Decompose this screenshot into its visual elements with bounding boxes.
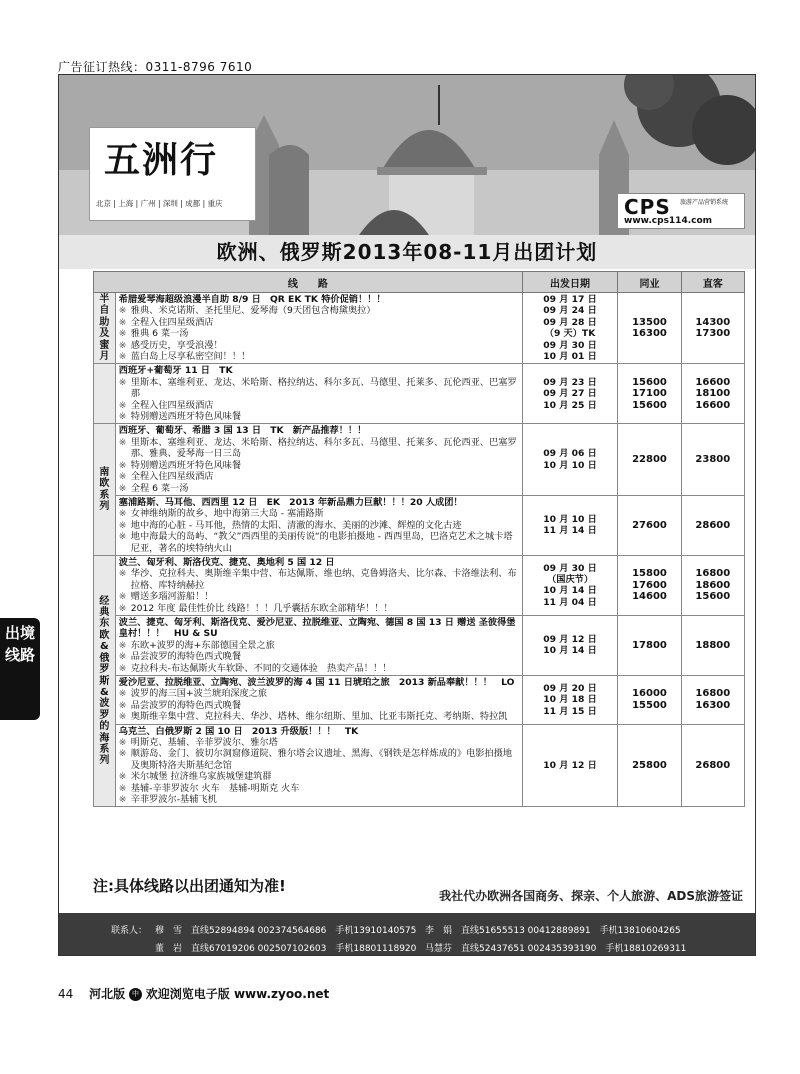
- edition-label: 河北版: [89, 987, 126, 1001]
- departure-date: 09 月 06 日: [543, 448, 597, 460]
- header-peer: 同业: [618, 272, 681, 293]
- peer-price-cell: [618, 555, 681, 615]
- route-title: 塞浦路斯、马耳他、西西里 12 日 EK 2013 年新品鼎力巨献！！！20 人成团！: [118, 496, 463, 508]
- date-cell: [522, 615, 618, 675]
- peer-price: 15800: [632, 568, 667, 580]
- peer-price: 15500: [632, 699, 667, 711]
- route-item: ※ 全程 6 菜一汤: [119, 483, 519, 494]
- retail-price: 16600: [695, 399, 731, 411]
- departure-date: 09 月 28 日: [543, 316, 597, 328]
- retail-price: 26800: [695, 759, 731, 771]
- peer-price-cell: [618, 293, 681, 364]
- route-item: ※ 里斯本、塞维利亚、龙达、米哈斯、格拉纳达、科尔多瓦、马德里、托莱多、瓦伦西亚、巴塞罗那、雅典、爱琴海一日三岛: [119, 437, 519, 460]
- route-cell: [115, 495, 522, 555]
- route-item: ※ 基辅-辛菲罗波尔 火车 基辅-明斯克 火车: [119, 783, 519, 794]
- route-item: ※ 米尔城堡 拉济维乌家族城堡建筑群: [119, 771, 519, 782]
- table-row: [94, 424, 745, 495]
- route-item: ※ 明斯克、基辅、辛菲罗波尔、雅尔塔: [119, 737, 519, 748]
- contact-row: [155, 941, 687, 954]
- peer-price: 13500: [632, 316, 667, 328]
- peer-price-cell: [618, 724, 681, 807]
- route-cell: [115, 424, 522, 495]
- route-title: 爱沙尼亚、拉脱维亚、立陶宛、波兰波罗的海 4 国 11 日琥珀之旅 2013 新品奉献！！！ LO: [118, 677, 515, 688]
- route-item: ※ 特别赠送西班牙特色风味餐: [119, 460, 519, 471]
- route-cell: [115, 676, 522, 725]
- contact-right: 马慧芬 直线52437651 002435393190 手机18810269311: [425, 944, 687, 954]
- departure-date: 11 月 04 日: [543, 596, 597, 608]
- peer-price-cell: [618, 676, 681, 725]
- zyoo-logo-icon: 中游: [129, 988, 142, 1001]
- table-row: [94, 555, 745, 615]
- route-item: ※ 波罗的海三国+波兰琥珀深度之旅: [119, 688, 519, 699]
- page-number: 44: [58, 987, 74, 1001]
- retail-price-cell: [681, 676, 744, 725]
- route-cell: [115, 364, 522, 424]
- banner-photo: [59, 75, 755, 235]
- departure-date: 09 月 27 日: [543, 388, 597, 400]
- peer-price-cell: [618, 495, 681, 555]
- route-item: ※ 品尝波罗的海特色西式晚餐: [119, 700, 519, 711]
- departure-date: 11 月 15 日: [543, 705, 597, 717]
- peer-price: 17800: [632, 639, 667, 651]
- departure-date: 10 月 10 日: [543, 514, 597, 526]
- route-item: ※ 奥斯维辛集中营、克拉科夫、华沙、塔林、维尔纽斯、里加、比亚韦斯托克、考纳斯、特拉凯: [119, 711, 519, 722]
- route-item: ※ 克拉科夫-布达佩斯火车软卧、不同的交通体验 热卖产品！！！: [119, 663, 519, 674]
- route-cell: [115, 615, 522, 675]
- route-item: ※ 顺游岛、金门、彼切尔洞窟修道院、雅尔塔会议遗址、黑海、《钢铁是怎样炼成的》电影拍摄地及奥斯特洛夫斯基纪念馆: [119, 748, 519, 771]
- departure-date: 09 月 20 日: [543, 682, 597, 694]
- table-row: [94, 724, 745, 807]
- peer-price: 16300: [632, 328, 667, 340]
- route-item: ※ 特别赠送西班牙特色风味餐: [119, 411, 519, 422]
- retail-price-cell: [681, 615, 744, 675]
- page-title: 欧洲、俄罗斯2013年08-11月出团计划: [59, 235, 755, 269]
- cps-logo: CPS 旅游产品营销系统 www.cps114.com: [617, 193, 745, 229]
- departure-date: 09 月 30 日: [543, 562, 597, 574]
- route-title: 波兰、匈牙利、斯洛伐克、捷克、奥地利 5 国 12 日: [118, 556, 335, 568]
- departure-date: 10 月 14 日: [543, 645, 597, 657]
- tour-schedule-table: [93, 271, 745, 807]
- route-item: ※ 全程入住四星级酒店: [119, 400, 519, 411]
- route-item: ※ 全程入住四星级酒店: [119, 471, 519, 482]
- section-tab: 出境 线路: [0, 618, 40, 720]
- header-date: 出发日期: [522, 272, 618, 293]
- retail-price-cell: [681, 724, 744, 807]
- date-cell: [522, 293, 618, 364]
- route-item: ※ 东欧+波罗的海+东部德国全景之旅: [119, 640, 519, 651]
- retail-price: 15600: [695, 591, 731, 603]
- retail-price-cell: [681, 495, 744, 555]
- table-row: [94, 495, 745, 555]
- departure-date: 10 月 18 日: [543, 694, 597, 706]
- retail-price: 23800: [695, 453, 731, 465]
- ad-hotline: 广告征订热线：0311-8796 7610: [58, 60, 253, 74]
- departure-date: 11 月 14 日: [543, 525, 597, 537]
- route-item: ※ 地中海最大的岛屿、“教父”西西里的美丽传说“的电影拍摄地 - 西西里岛，巴洛克艺术之城卡塔尼亚，著名的埃特纳火山: [119, 531, 519, 554]
- route-title: 西班牙+葡萄牙 11 日 TK: [118, 365, 233, 377]
- table-row: [94, 364, 745, 424]
- route-item: ※ 地中海的心脏 - 马耳他，热情的太阳、清澈的海水、美丽的沙滩、辉煌的文化古迹: [119, 520, 519, 531]
- route-item: ※ 全程入住四星级酒店: [119, 317, 519, 328]
- retail-price-cell: [681, 364, 744, 424]
- peer-price: 15600: [632, 399, 667, 411]
- departure-date: 09 月 17 日: [543, 294, 597, 305]
- route-item: ※ 感受历史，享受浪漫！: [119, 340, 519, 351]
- retail-price-cell: [681, 424, 744, 495]
- date-cell: [522, 424, 618, 495]
- travel-ad: [58, 74, 756, 956]
- row-category: 经 典 东 欧 & 俄 罗 斯 & 波 罗 的 海 系 列: [94, 555, 116, 807]
- row-category: [94, 364, 116, 424]
- route-item: ※ 2012 年度 最佳性价比 线路！！！几乎囊括东欧全部精华！！！: [119, 603, 519, 614]
- contact-left: 董 岩 直线67019206 002507102603 手机18801118920: [155, 944, 417, 954]
- peer-price-cell: [618, 364, 681, 424]
- schedule-note: 注:具体线路以出团通知为准!: [93, 877, 286, 895]
- contact-right: 李 娟 直线51655513 00412889891 手机13810604265: [425, 926, 681, 936]
- visa-service-text: 我社代办欧洲各国商务、探亲、个人旅游、ADS旅游签证: [439, 889, 743, 903]
- peer-price: 17600: [632, 579, 667, 591]
- route-title: 乌克兰、白俄罗斯 2 国 10 日 2013 升级版！！！ TK: [118, 725, 359, 737]
- page-footer: [58, 985, 330, 1011]
- table-row: [94, 293, 745, 364]
- peer-price: 22800: [632, 453, 667, 465]
- route-item: ※ 里斯本、塞维利亚、龙达、米哈斯、格拉纳达、科尔多瓦、马德里、托莱多、瓦伦西亚、巴塞罗那: [119, 377, 519, 400]
- route-item: ※ 女神维纳斯的故乡、地中海第三大岛 - 塞浦路斯: [119, 508, 519, 519]
- peer-price: 25800: [632, 759, 667, 771]
- date-cell: [522, 724, 618, 807]
- date-cell: [522, 364, 618, 424]
- retail-price: 18800: [695, 639, 731, 651]
- table-row: [94, 676, 745, 725]
- retail-price: 18600: [695, 579, 731, 591]
- departure-date: 09 月 30 日: [543, 339, 597, 351]
- date-cell: [522, 495, 618, 555]
- header-route: 线 路: [94, 272, 523, 293]
- peer-price-cell: [618, 615, 681, 675]
- departure-date: （国庆节）: [547, 574, 594, 586]
- peer-price: 27600: [632, 519, 667, 531]
- row-category: 半 自 助 及 蜜 月: [94, 293, 116, 364]
- route-item: ※ 雅典 6 菜一汤: [119, 328, 519, 339]
- e-edition-link[interactable]: 欢迎浏览电子版 www.zyoo.net: [145, 987, 330, 1001]
- peer-price: 14600: [632, 591, 667, 603]
- route-title: 波兰、捷克、匈牙利、斯洛伐克、爱沙尼亚、拉脱维亚、立陶宛、德国 8 国 13 日 赠送 圣彼得堡皇村！！！ HU & SU: [118, 616, 516, 640]
- departure-date: 10 月 10 日: [543, 459, 597, 471]
- table-row: [94, 615, 745, 675]
- departure-date: 10 月 25 日: [543, 399, 597, 411]
- route-item: ※ 蓝白岛上尽享私密空间！！！: [119, 351, 519, 362]
- route-item: ※ 辛菲罗波尔-基辅飞机: [119, 794, 519, 805]
- wuzhouxing-logo: 五洲行 北京 | 上海 | 广州 | 深圳 | 成都 | 重庆: [89, 127, 256, 221]
- departure-date: 09 月 24 日: [543, 305, 597, 317]
- route-cell: [115, 555, 522, 615]
- contact-band: 联系人： 穆 雪 直线52894894 002374564686 手机13910140575 李 娟 直线51655513 00412889891 手机13810604265 董 岩 直线67019206 002507102603 手机18801118920 马慧芬 直线52437651 002435393190 手机18810269311: [59, 913, 755, 956]
- departure-date: 09 月 12 日: [543, 634, 597, 646]
- retail-price: 17300: [695, 328, 731, 340]
- route-item: ※ 华沙、克拉科夫、奥斯维辛集中营、布达佩斯、维也纳、克鲁姆洛夫、比尔森、卡洛维法利、布拉格、库特纳赫拉: [119, 568, 519, 591]
- date-cell: [522, 676, 618, 725]
- route-item: ※ 品尝波罗的海特色西式晚餐: [119, 651, 519, 662]
- retail-price-cell: [681, 293, 744, 364]
- retail-price: 14300: [695, 316, 731, 328]
- retail-price: 16800: [695, 568, 731, 580]
- retail-price: 16800: [695, 688, 731, 700]
- retail-price: 28600: [695, 519, 731, 531]
- row-category: 南 欧 系 列: [94, 424, 116, 555]
- contact-left: 穆 雪 直线52894894 002374564686 手机13910140575: [155, 926, 417, 936]
- header-retail: 直客: [681, 272, 744, 293]
- departure-date: 10 月 14 日: [543, 585, 597, 597]
- retail-price-cell: [681, 555, 744, 615]
- departure-date: 10 月 01 日: [543, 351, 597, 363]
- retail-price: 16600: [695, 376, 731, 388]
- retail-price: 18100: [695, 388, 731, 400]
- route-item: ※ 雅典、米克诺斯、圣托里尼、爱琴海（9天团包含梅黛奥拉）: [119, 305, 519, 316]
- route-title: 希腊爱琴海超级浪漫半自助 8/9 日 QR EK TK 特价促销！！！: [118, 294, 386, 305]
- retail-price: 16300: [695, 699, 731, 711]
- route-cell: [115, 724, 522, 807]
- peer-price: 16000: [632, 688, 667, 700]
- route-item: ※ 赠送多瑙河游船！！: [119, 591, 519, 602]
- peer-price: 15600: [632, 376, 667, 388]
- peer-price-cell: [618, 424, 681, 495]
- contact-row: [155, 923, 681, 936]
- departure-date: （9 天）TK: [544, 328, 596, 340]
- departure-date: 10 月 12 日: [543, 759, 597, 771]
- peer-price: 17100: [632, 388, 667, 400]
- date-cell: [522, 555, 618, 615]
- departure-date: 09 月 23 日: [543, 376, 597, 388]
- route-cell: [115, 293, 522, 364]
- route-title: 西班牙、葡萄牙、希腊 3 国 13 日 TK 新产品推荐！！！: [118, 425, 367, 437]
